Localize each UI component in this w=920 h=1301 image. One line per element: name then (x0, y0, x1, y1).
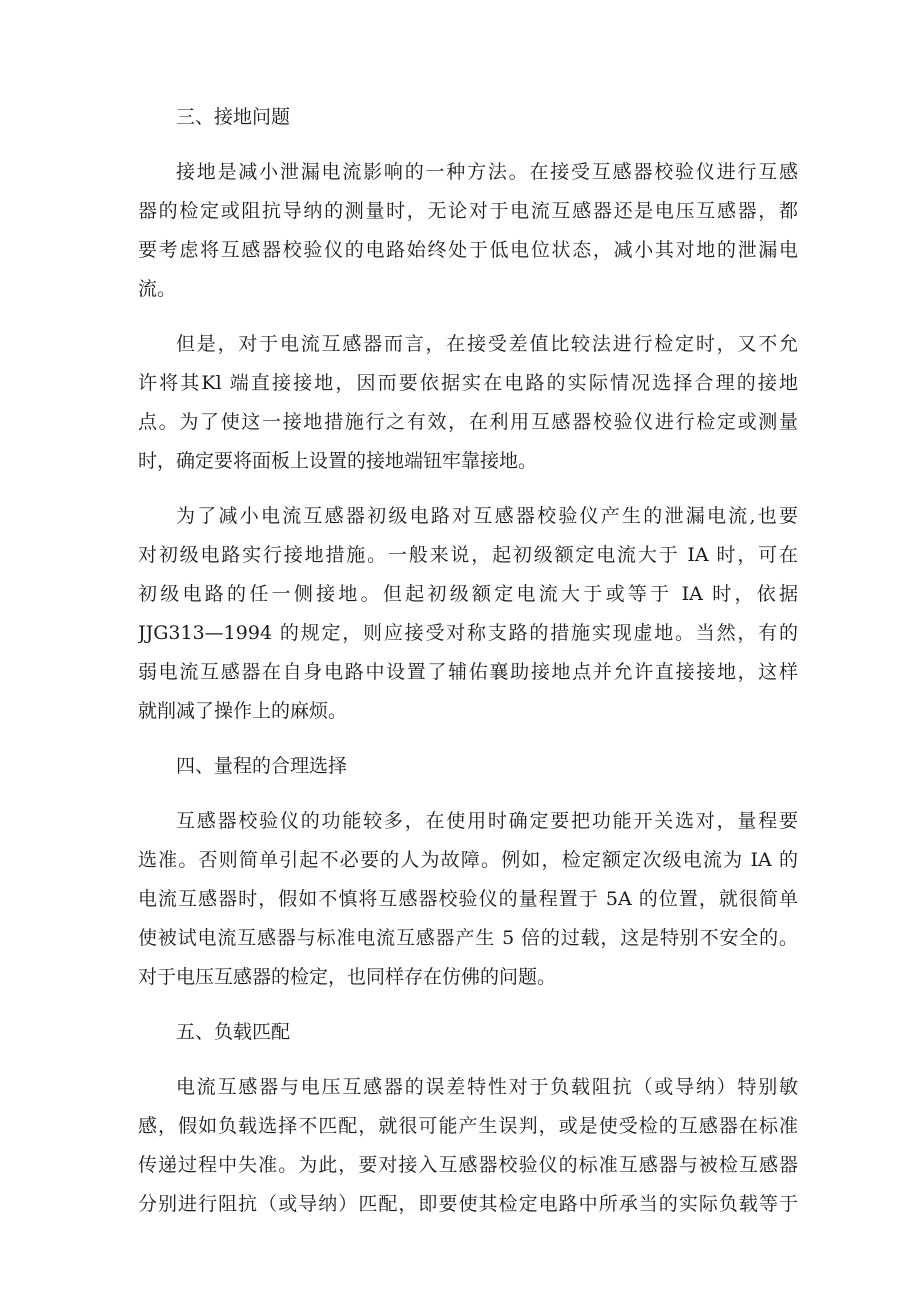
paragraph-line: 但是，对于电流互感器而言，在接受差值比较法进行检定时，又不允 (176, 333, 798, 355)
section-heading-grounding: 三、接地问题 (176, 106, 291, 128)
paragraph-line: JJG313—1994 的规定，则应接受对称支路的措施实现虚地。当然，有的 (138, 622, 798, 644)
paragraph-line: 对初级电路实行接地措施。一般来说，起初级额定电流大于 IA 时，可在 (138, 544, 798, 566)
paragraph-line: 就削减了操作上的麻烦。 (138, 700, 348, 722)
paragraph-line: 弱电流互感器在自身电路中设置了辅佑襄助接地点并允许直接接地，这样 (138, 661, 798, 683)
paragraph-line: 传递过程中失准。为此，要对接入互感器校验仪的标准互感器与被检互感器 (138, 1154, 798, 1176)
paragraph-line: 初级电路的任一侧接地。但起初级额定电流大于或等于 IA 时，依据 (138, 583, 798, 605)
paragraph-line: 为了减小电流互感器初级电路对互感器校验仪产生的泄漏电流,也要 (176, 505, 798, 527)
document-body (138, 98, 798, 1224)
paragraph-line: 电流互感器时，假如不慎将互感器校验仪的量程置于 5A 的位置，就很简单 (138, 888, 798, 910)
paragraph-line: 时，确定要将面板上设置的接地端钮牢靠接地。 (138, 450, 538, 472)
paragraph-line: 接地是减小泄漏电流影响的一种方法。在接受互感器校验仪进行互感 (176, 161, 798, 183)
paragraph-line: 许将其Kl 端直接接地，因而要依据实在电路的实际情况选择合理的接地 (138, 372, 798, 394)
paragraph-range-selection (138, 802, 798, 997)
paragraph-current-transformer-grounding (138, 325, 798, 481)
paragraph-line: 使被试电流互感器与标准电流互感器产生 5 倍的过载，这是特别不安全的。 (138, 927, 798, 949)
section-heading-load-matching: 五、负载匹配 (176, 1021, 291, 1043)
paragraph-line: 要考虑将互感器校验仪的电路始终处于低电位状态，减小其对地的泄漏电 (138, 239, 798, 261)
paragraph-line: 互感器校验仪的功能较多，在使用时确定要把功能开关选对，量程要 (176, 810, 798, 832)
section-heading-range-selection: 四、量程的合理选择 (176, 755, 348, 777)
paragraph-grounding-intro (138, 153, 798, 309)
paragraph-line: 电流互感器与电压互感器的误差特性对于负载阻抗（或导纳）特别敏 (176, 1076, 798, 1098)
paragraph-line: 点。为了使这一接地措施行之有效，在利用互感器校验仪进行检定或测量 (138, 411, 798, 433)
paragraph-line: 选准。否则简单引起不必要的人为故障。例如，检定额定次级电流为 IA 的 (138, 849, 798, 871)
paragraph-line: 流。 (138, 278, 177, 300)
paragraph-line: 器的检定或阻抗导纳的测量时，无论对于电流互感器还是电压互感器，都 (138, 200, 798, 222)
paragraph-line: 感，假如负载选择不匹配，就很可能产生误判，或是使受检的互感器在标准 (138, 1115, 798, 1137)
paragraph-primary-circuit-grounding (138, 497, 798, 731)
paragraph-line: 对于电压互感器的检定，也同样存在仿佛的问题。 (138, 966, 557, 988)
paragraph-load-matching (138, 1068, 798, 1224)
paragraph-line: 分别进行阻抗（或导纳）匹配，即要使其检定电路中所承当的实际负载等于 (138, 1193, 798, 1215)
